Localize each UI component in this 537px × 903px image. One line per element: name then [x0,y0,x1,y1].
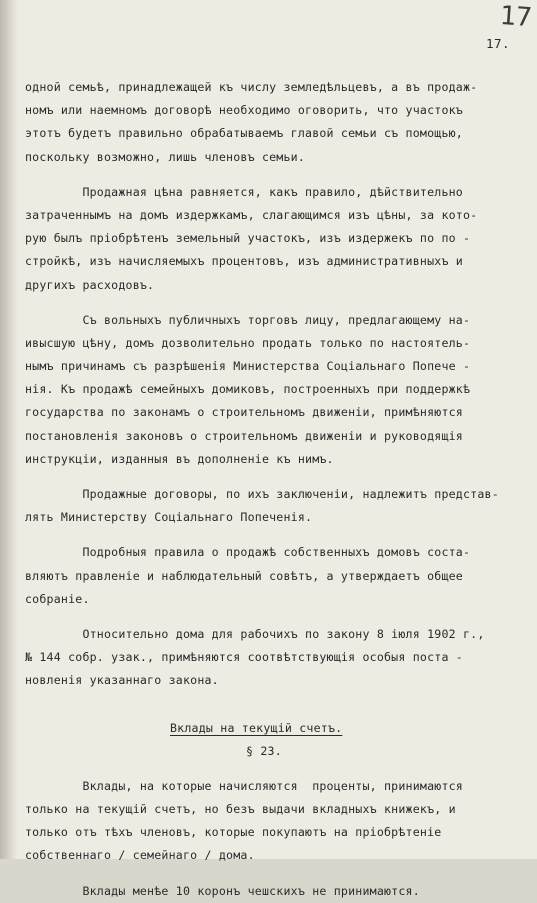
paragraph-gap [25,471,530,483]
typed-page-number: 17. [486,36,511,51]
document-body [25,76,530,903]
text-line: собственнаго / семейнаго / дома. [25,848,255,863]
handwritten-page-number: 17 [498,0,533,34]
section-number: § 23. [246,743,282,758]
text-line: Продажная цѣна равняется, какъ правило, дѣйствительно [25,184,463,199]
paragraph-gap [25,611,530,623]
paragraph-1 [25,76,530,169]
text-line: стройкѣ, изъ начисляемыхъ процентовъ, изъ административныхъ и [25,254,463,269]
paragraph-3 [25,309,530,471]
paragraph-gap [25,868,530,880]
text-line: Съ вольныхъ публичныхъ торговъ лицу, предлагающему на- [25,312,471,327]
text-line: вляютъ правленіе и наблюдательный совѣтъ, а утверждаетъ общее [25,568,463,583]
paragraph-2 [25,181,530,297]
text-line: инструкціи, изданныя въ дополненіе къ нимъ. [25,451,334,466]
text-line: Вклады менѣе 10 коронъ чешскихъ не принимаются. [25,883,420,898]
text-line: № 144 собр. узак., примѣняются соотвѣтствующія особыя поста - [25,650,463,665]
section-gap [25,693,530,717]
paragraph-gap [25,763,530,775]
text-line: новленія указаннаго закона. [25,673,219,688]
text-line: лять Министерству Соціальнаго Попеченія. [25,510,313,525]
text-line: Подробныя правила о продажѣ собственныхъ домовъ соста- [25,545,471,560]
text-line: Вклады, на которые начисляются проценты, принимаются [25,778,463,793]
text-line: государства по законамъ о строительномъ движеніи, примѣняются [25,405,463,420]
text-line: постановленія законовъ о строительномъ движеніи и руководящія [25,428,463,443]
text-line: поскольку возможно, лишь членовъ семьи. [25,149,306,164]
paragraph-gap [25,297,530,309]
text-line: нымъ причинамъ съ разрѣшенія Министерства Соціальнаго Попече - [25,359,471,374]
text-line: Относительно дома для рабочихъ по закону 8 іюля 1902 г., [25,626,485,641]
text-line: одной семьѣ, принадлежащей къ числу земледѣльцевъ, а въ продаж- [25,80,478,94]
paragraph-5 [25,541,530,611]
text-line: затраченнымъ на домъ издержкамъ, слагающимся изъ цѣны, за кото- [25,207,478,222]
paragraph-8 [25,880,530,903]
text-line: номъ или наемномъ договорѣ необходимо оговорить, что участокъ [25,103,463,118]
text-line: Продажные договоры, по ихъ заключеніи, надлежитъ представ- [25,487,499,501]
text-line: только на текущій счетъ, но безъ выдачи вкладныхъ книжекъ, и [25,802,456,817]
text-line: только отъ тѣхъ членовъ, которые покупаютъ на пріобрѣтеніе [25,825,442,840]
section-heading: Вклады на текущій счетъ. [170,720,343,735]
text-line: ивысшую цѣну, домъ дозволительно продать только по настоятель- [25,335,471,350]
paragraph-gap [25,169,530,181]
paragraph-4 [25,483,530,529]
text-line: рую былъ пріобрѣтенъ земельный участокъ, изъ издержекъ по по - [25,231,471,246]
paragraph-6 [25,623,530,693]
text-line: другихъ расходовъ. [25,277,155,292]
paragraph-7 [25,775,530,868]
paragraph-gap [25,529,530,541]
text-line: нія. Къ продажѣ семейныхъ домиковъ, построенныхъ при поддержкѣ [25,382,471,397]
text-line: этотъ будетъ правильно обрабатываемъ главой семьи съ помощью, [25,126,463,141]
text-line: собраніе. [25,591,90,606]
